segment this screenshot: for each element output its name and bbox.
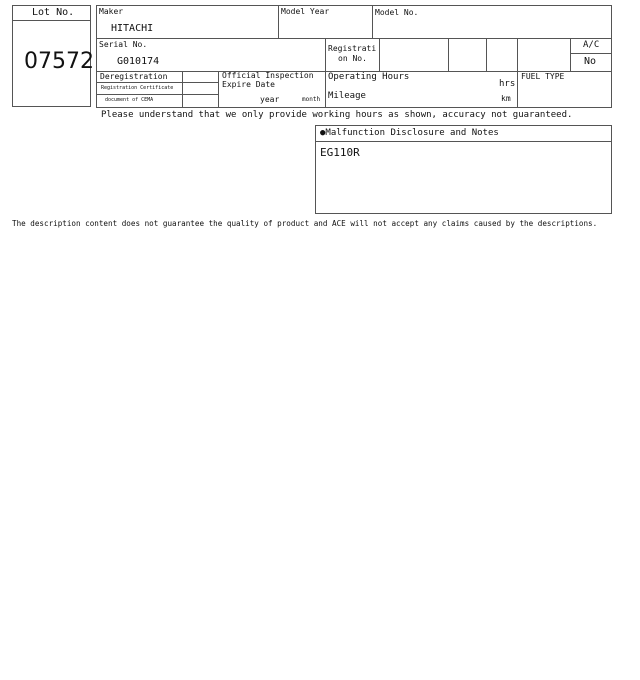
lot-label: Lot No. xyxy=(32,7,75,18)
serial-value: G010174 xyxy=(117,56,160,67)
operating-hours-label: Operating Hours xyxy=(328,72,410,82)
registration-certificate-label: Registration Certificate xyxy=(101,85,174,91)
ac-label: A/C xyxy=(583,40,600,50)
registration-label-2: on No. xyxy=(338,54,367,63)
registration-label-1: Registrati xyxy=(328,44,377,53)
malfunction-content: EG110R xyxy=(320,146,360,159)
mileage-label: Mileage xyxy=(328,91,366,101)
model-no-label: Model No. xyxy=(375,8,419,17)
inspection-label-2: Expire Date xyxy=(222,80,275,89)
disclaimer-text: The description content does not guarantee the quality of product and ACE will not accept any claims caused by the descriptions. xyxy=(12,219,598,228)
ac-value: No xyxy=(584,56,597,67)
working-hours-notice: Please understand that we only provide working hours as shown, accuracy not guaranteed. xyxy=(101,110,573,120)
cema-document-label: document of CEMA xyxy=(105,97,154,103)
inspection-label-1: Official Inspection xyxy=(222,71,314,80)
maker-label: Maker xyxy=(99,7,124,16)
malfunction-box xyxy=(315,125,612,214)
inspection-month: month xyxy=(302,96,321,103)
maker-value: HITACHI xyxy=(111,23,154,34)
lot-number: 07572 xyxy=(24,49,94,74)
model-year-label: Model Year xyxy=(281,7,330,16)
malfunction-label: ●Malfunction Disclosure and Notes xyxy=(320,128,499,138)
inspection-year: year xyxy=(260,95,280,104)
mileage-unit: km xyxy=(501,94,511,103)
operating-hours-unit: hrs xyxy=(499,79,516,89)
deregistration-label: Deregistration xyxy=(100,72,168,81)
fuel-type-label: FUEL TYPE xyxy=(521,72,565,81)
serial-label: Serial No. xyxy=(99,40,148,49)
